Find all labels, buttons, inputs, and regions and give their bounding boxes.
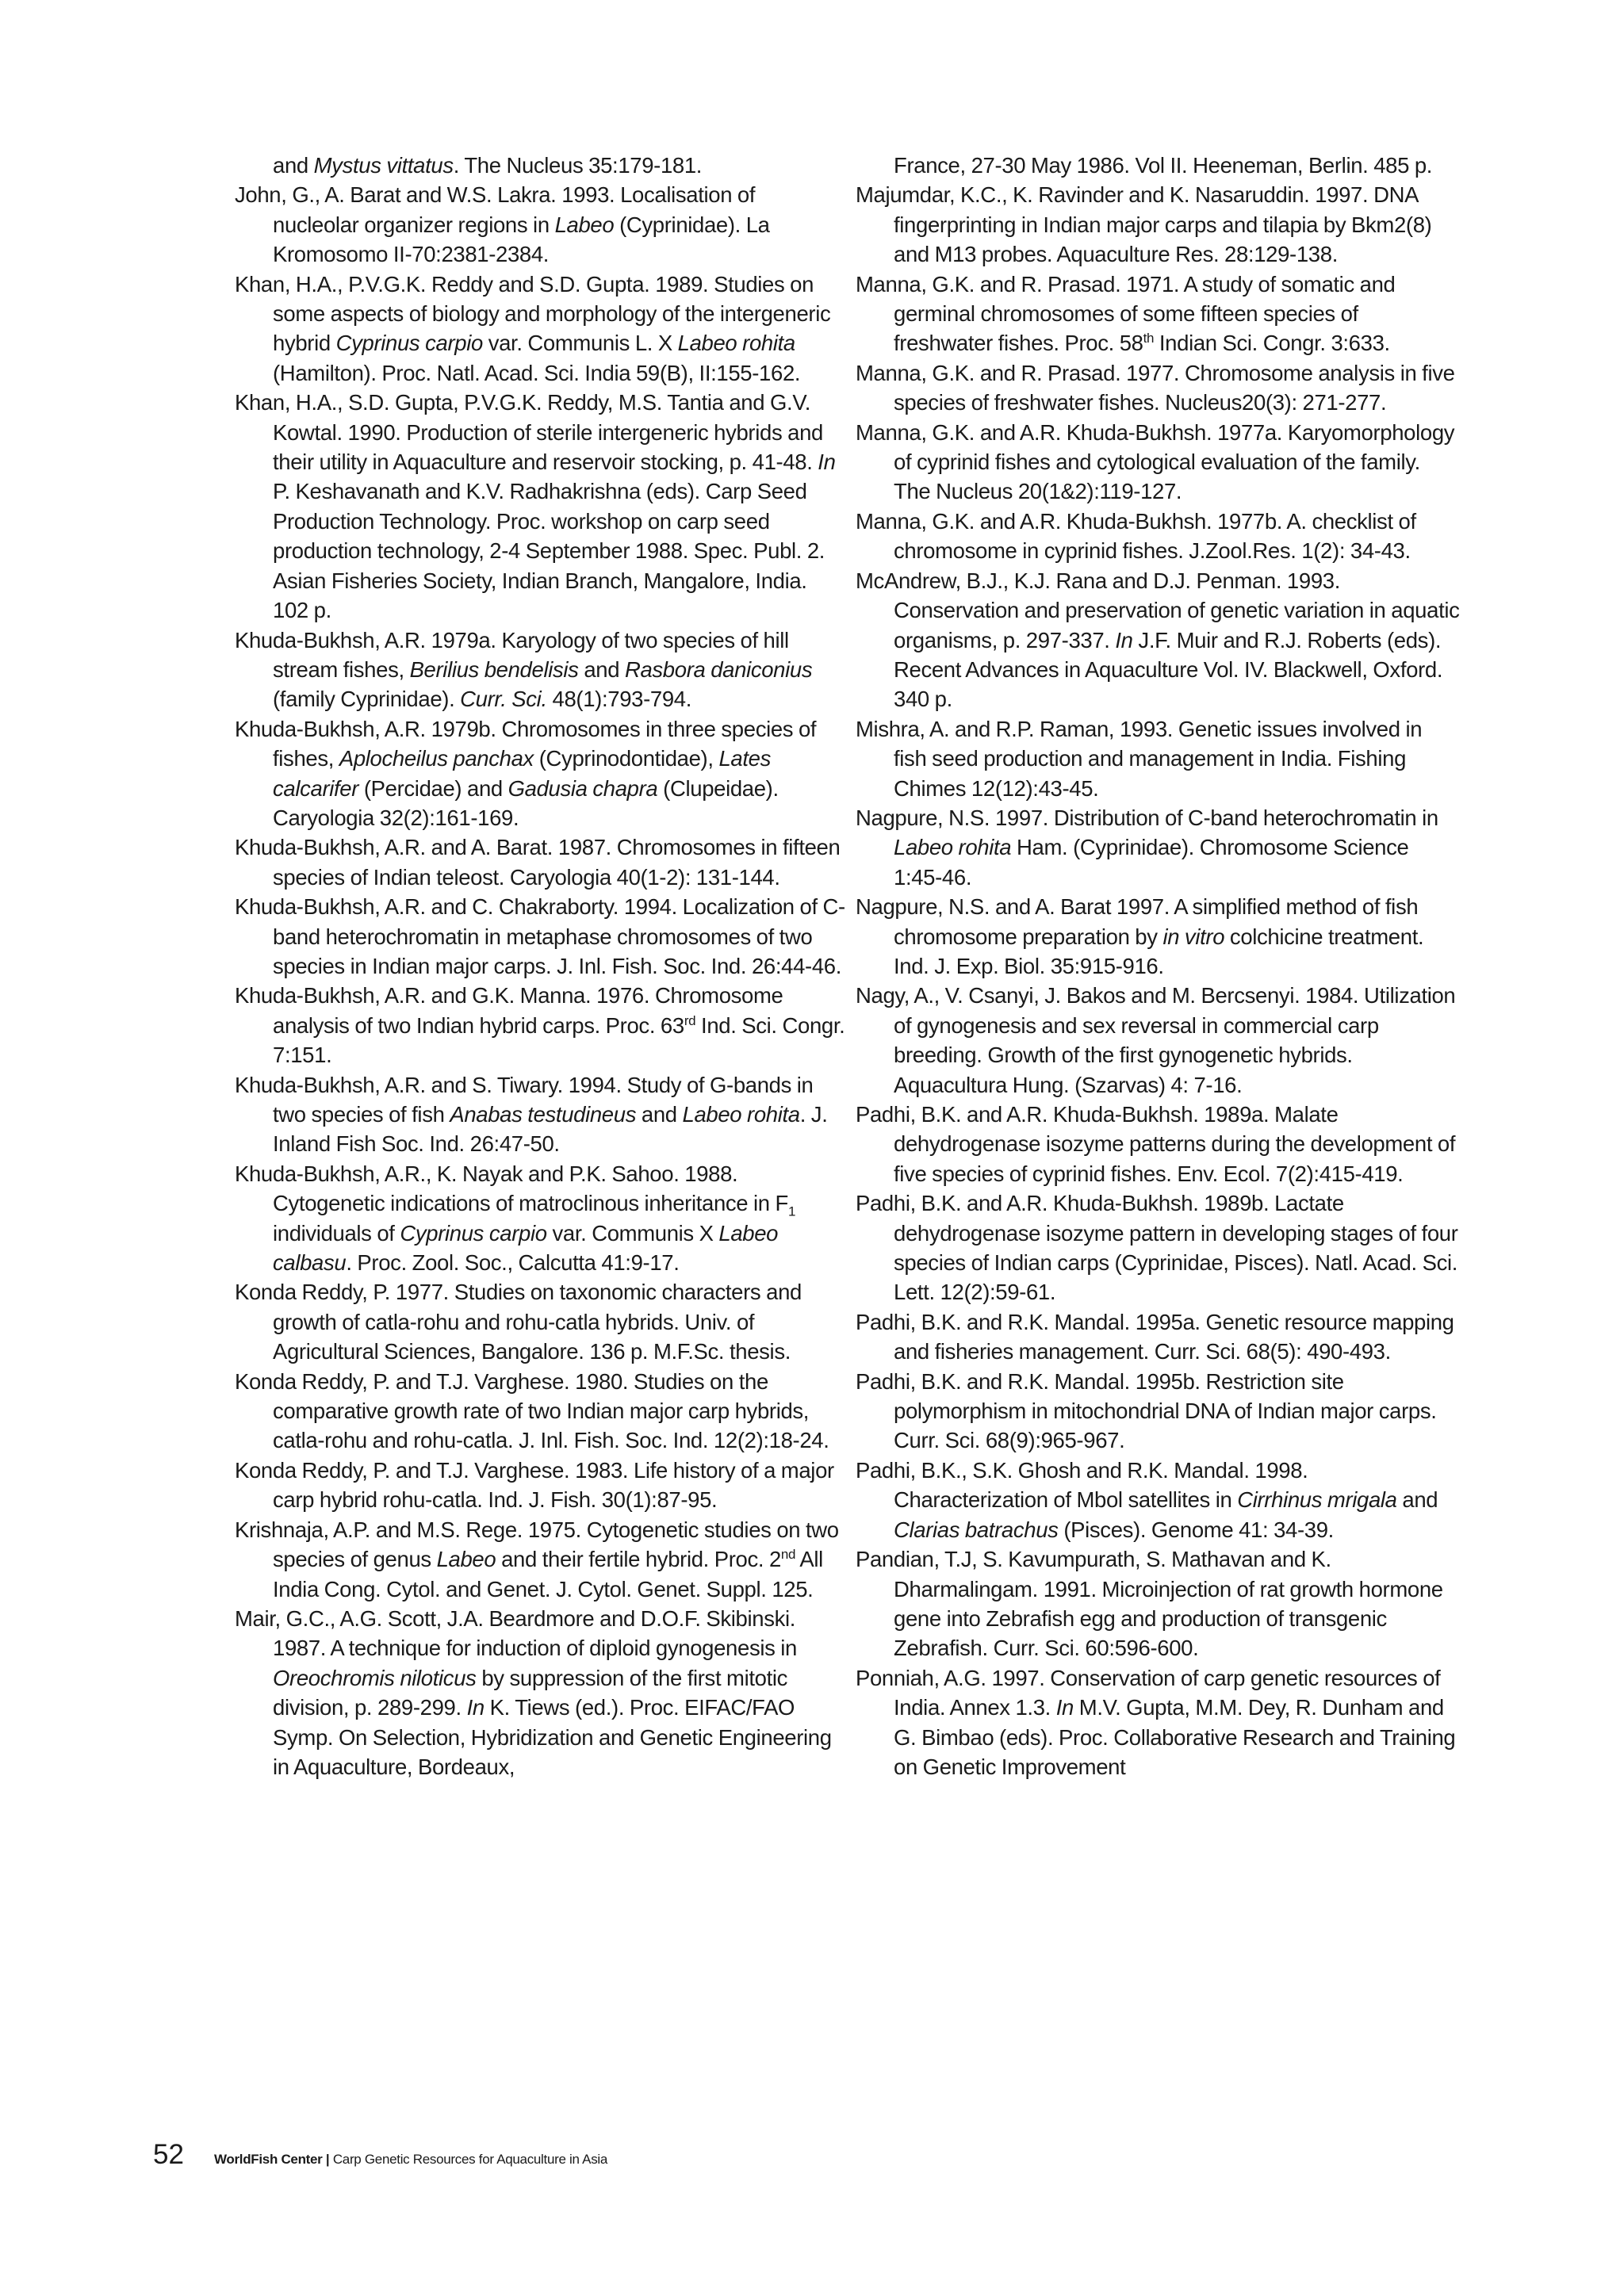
reference-entry: John, G., A. Barat and W.S. Lakra. 1993. Localisation of nucleolar organizer regions in Labeo (Cyprinidae). La Kromosomo II-70:2381-2384. [235, 182, 770, 267]
reference-entry: Padhi, B.K., S.K. Ghosh and R.K. Mandal. 1998. Characterization of Mbol satellites in Cirrhinus mrigala and Clarias batrachus (Pisces). Genome 41: 34-39. [856, 1457, 1438, 1542]
reference-entry: Manna, G.K. and A.R. Khuda-Bukhsh. 1977a. Karyomorphology of cyprinid fishes and cytological evaluation of the family. The Nucleus 20(1&2):119-127. [856, 419, 1455, 504]
reference-entry: Nagpure, N.S. and A. Barat 1997. A simplified method of fish chromosome preparation by in vitro colchicine treatment. Ind. J. Exp. Biol. 35:915-916. [856, 894, 1424, 978]
reference-entry: Konda Reddy, P. 1977. Studies on taxonomic characters and growth of catla-rohu and rohu-catla hybrids. Univ. of Agricultural Sciences, Bangalore. 136 p. M.F.Sc. thesis. [235, 1280, 802, 1364]
reference-entry: Padhi, B.K. and A.R. Khuda-Bukhsh. 1989a. Malate dehydrogenase isozyme patterns during the development of five species of cyprinid fishes. Env. Ecol. 7(2):415-419. [856, 1102, 1456, 1186]
reference-entry: Khuda-Bukhsh, A.R. and S. Tiwary. 1994. Study of G-bands in two species of fish Anabas testudineus and Labeo rohita. J. Inland Fish Soc. Ind. 26:47-50. [235, 1072, 828, 1157]
reference-entry: Padhi, B.K. and R.K. Mandal. 1995b. Restriction site polymorphism in mitochondrial DNA of Indian major carps. Curr. Sci. 68(9):965-967. [856, 1368, 1437, 1453]
reference-entry: Khuda-Bukhsh, A.R. 1979b. Chromosomes in three species of fishes, Aplocheilus panchax (Cyprinodontidae), Lates calcarifer (Percidae) and Gadusia chapra (Clupeidae). Caryologia 32(2):161-169. [235, 716, 817, 830]
reference-entry: Ponniah, A.G. 1997. Conservation of carp genetic resources of India. Annex 1.3. In M.V. Gupta, M.M. Dey, R. Dunham and G. Bimbao (eds). Proc. Collaborative Research and Training on Genetic Improvement [856, 1665, 1456, 1779]
reference-entry: and Mystus vittatus. The Nucleus 35:179-181. [273, 153, 703, 178]
reference-entry: Khan, H.A., P.V.G.K. Reddy and S.D. Gupta. 1989. Studies on some aspects of biology and morphology of the intergeneric hybrid Cyprinus carpio var. Communis L. X Labeo rohita (Hamilton). Proc. Natl. Acad. Sci. India 59(B), II:155-162. [235, 271, 831, 385]
reference-entry: Mair, G.C., A.G. Scott, J.A. Beardmore and D.O.F. Skibinski. 1987. A technique for induction of diploid gynogenesis in Oreochromis niloticus by suppression of the first mitotic division, p. 289-299. In K. Tiews (ed.). Proc. EIFAC/FAO Symp. On Selection, Hybridization and Genetic Engineering in Aquaculture, Bordeaux, [235, 1605, 832, 1779]
footer-brand: WorldFish Center [213, 2152, 323, 2167]
reference-column-left [235, 151, 845, 1781]
reference-entry: Nagpure, N.S. 1997. Distribution of C-band heterochromatin in Labeo rohita Ham. (Cyprinidae). Chromosome Science 1:45-46. [856, 805, 1438, 890]
reference-entry: Khan, H.A., S.D. Gupta, P.V.G.K. Reddy, M.S. Tantia and G.V. Kowtal. 1990. Production of sterile intergeneric hybrids and their utility in Aquaculture and reservoir stocking, p. 41-48. In P. Keshavanath and K.V. Radhakrishna (eds). Carp Seed Production Technology. Proc. workshop on carp seed production technology, 2-4 September 1988. Spec. Publ. 2. Asian Fisheries Society, Indian Branch, Mangalore, India. 102 p. [235, 390, 836, 623]
footer-separator: | [322, 2152, 333, 2167]
reference-entry: Manna, G.K. and A.R. Khuda-Bukhsh. 1977b. A. checklist of chromosome in cyprinid fishes. J.Zool.Res. 1(2): 34-43. [856, 508, 1416, 564]
reference-entry: Khuda-Bukhsh, A.R. 1979a. Karyology of two species of hill stream fishes, Berilius bendelisis and Rasbora daniconius (family Cyprinidae). Curr. Sci. 48(1):793-794. [235, 627, 813, 712]
reference-entry: Manna, G.K. and R. Prasad. 1971. A study of somatic and germinal chromosomes of some fifteen species of freshwater fishes. Proc. 58th Indian Sci. Congr. 3:633. [856, 271, 1396, 356]
reference-entry: Majumdar, K.C., K. Ravinder and K. Nasaruddin. 1997. DNA fingerprinting in Indian major carps and tilapia by Bkm2(8) and M13 probes. Aquaculture Res. 28:129-138. [856, 182, 1432, 267]
reference-entry: France, 27-30 May 1986. Vol II. Heeneman, Berlin. 485 p. [894, 153, 1433, 178]
reference-entry: Krishnaja, A.P. and M.S. Rege. 1975. Cytogenetic studies on two species of genus Labeo and their fertile hybrid. Proc. 2nd All India Cong. Cytol. and Genet. J. Cytol. Genet. Suppl. 125. [235, 1517, 839, 1601]
reference-entry: Manna, G.K. and R. Prasad. 1977. Chromosome analysis in five species of freshwater fishes. Nucleus20(3): 271-277. [856, 360, 1455, 415]
reference-entry: Mishra, A. and R.P. Raman, 1993. Genetic issues involved in fish seed production and management in India. Fishing Chimes 12(12):43-45. [856, 716, 1423, 801]
reference-entry: Khuda-Bukhsh, A.R. and A. Barat. 1987. Chromosomes in fifteen species of Indian teleost. Caryologia 40(1-2): 131-144. [235, 835, 841, 890]
reference-entry: McAndrew, B.J., K.J. Rana and D.J. Penman. 1993. Conservation and preservation of genetic variation in aquatic organisms, p. 297-337. In J.F. Muir and R.J. Roberts (eds). Recent Advances in Aquaculture Vol. IV. Blackwell, Oxford. 340 p. [856, 568, 1460, 712]
reference-entry: Padhi, B.K. and R.K. Mandal. 1995a. Genetic resource mapping and fisheries management. Curr. Sci. 68(5): 490-493. [856, 1309, 1454, 1364]
page-footer [153, 2139, 607, 2171]
reference-entry: Konda Reddy, P. and T.J. Varghese. 1983. Life history of a major carp hybrid rohu-catla. Ind. J. Fish. 30(1):87-95. [235, 1457, 834, 1513]
page-number: 52 [153, 2139, 184, 2170]
reference-entry: Pandian, T.J, S. Kavumpurath, S. Mathavan and K. Dharmalingam. 1991. Microinjection of rat growth hormone gene into Zebrafish egg and production of transgenic Zebrafish. Curr. Sci. 60:596-600. [856, 1547, 1443, 1661]
reference-column-right [856, 151, 1460, 1781]
reference-entry: Khuda-Bukhsh, A.R., K. Nayak and P.K. Sahoo. 1988. Cytogenetic indications of matroclinous inheritance in $F_1$ individuals of Cyprinus carpio var. Communis X Labeo calbasu. Proc. Zool. Soc., Calcutta 41:9-17. [235, 1161, 796, 1276]
reference-entry: Khuda-Bukhsh, A.R. and G.K. Manna. 1976. Chromosome analysis of two Indian hybrid carps. Proc. 63rd Ind. Sci. Congr. 7:151. [235, 983, 845, 1068]
footer-text [214, 2152, 607, 2168]
reference-entry: Nagy, A., V. Csanyi, J. Bakos and M. Bercsenyi. 1984. Utilization of gynogenesis and sex reversal in commercial carp breeding. Growth of the first gynogenetic hybrids. Aquacultura Hung. (Szarvas) 4: 7-16. [856, 983, 1456, 1097]
reference-entry: Khuda-Bukhsh, A.R. and C. Chakraborty. 1994. Localization of C-band heterochromatin in metaphase chromosomes of two species in Indian major carps. J. Inl. Fish. Soc. Ind. 26:44-46. [235, 894, 845, 978]
footer-publication: Carp Genetic Resources for Aquaculture in Asia [332, 2152, 608, 2167]
reference-entry: Konda Reddy, P. and T.J. Varghese. 1980. Studies on the comparative growth rate of two Indian major carp hybrids, catla-rohu and rohu-catla. J. Inl. Fish. Soc. Ind. 12(2):18-24. [235, 1368, 829, 1453]
reference-entry: Padhi, B.K. and A.R. Khuda-Bukhsh. 1989b. Lactate dehydrogenase isozyme pattern in developing stages of four species of Indian carps (Cyprinidae, Pisces). Natl. Acad. Sci. Lett. 12(2):59-61. [856, 1191, 1458, 1305]
